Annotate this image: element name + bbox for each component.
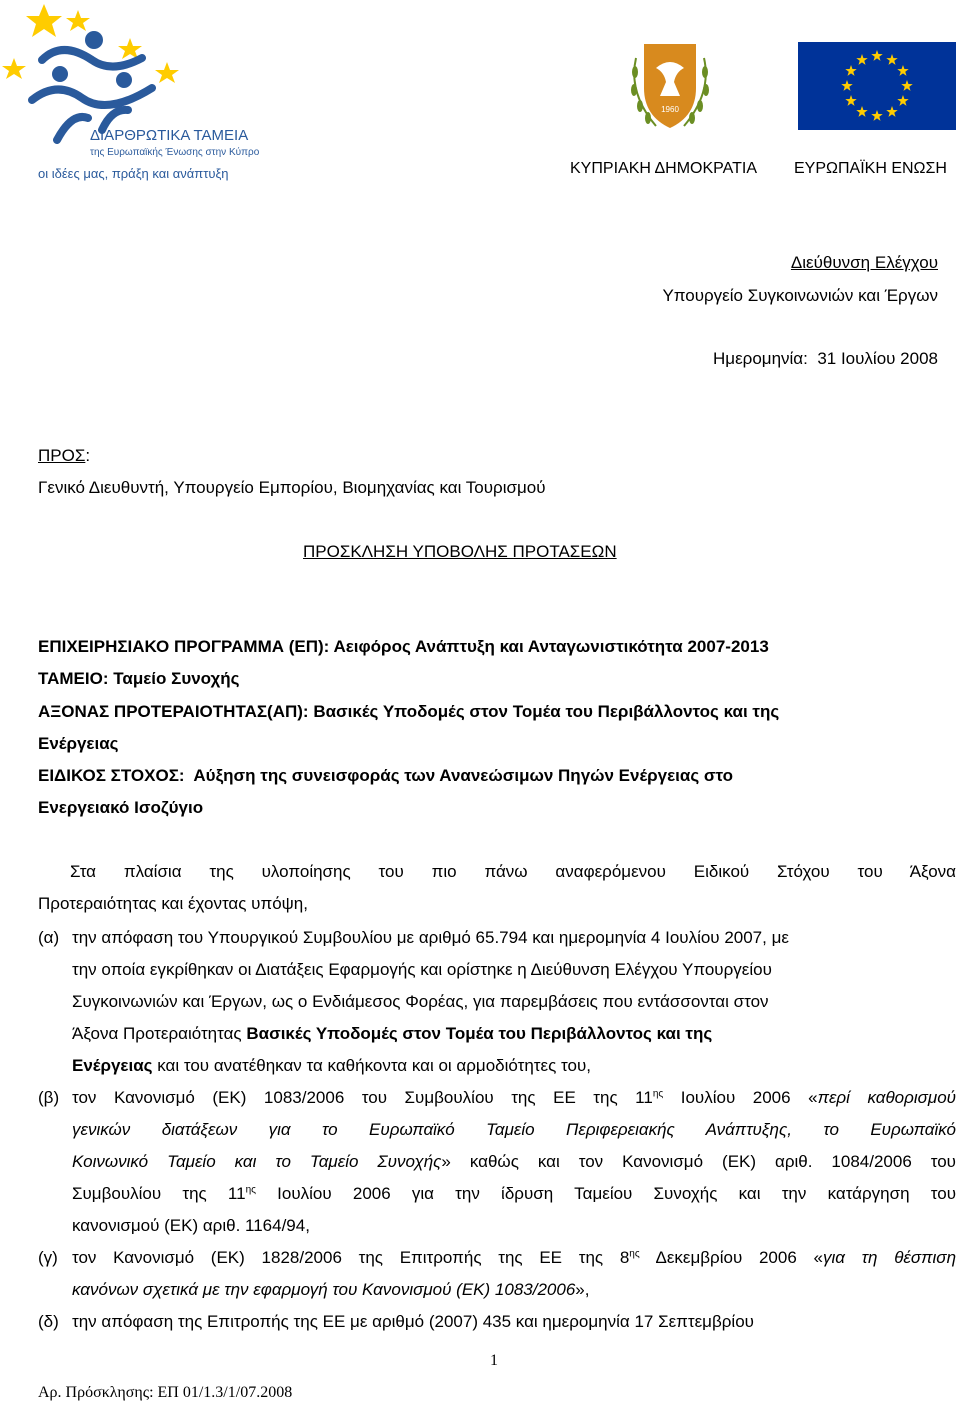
- list-item: [38, 1082, 956, 1242]
- axis-value-1: Βασικές Υποδομές στον Τομέα του Περιβάλλοντος και της: [313, 702, 780, 721]
- coat-year: 1960: [661, 105, 679, 114]
- document-title: ΠΡΟΣΚΛΗΣΗ ΥΠΟΒΟΛΗΣ ΠΡΟΤΑΣΕΩΝ: [303, 542, 617, 561]
- operational-programme: [38, 637, 769, 657]
- funds-logo-subtitle: της Ευρωπαϊκής Ένωσης στην Κύπρο: [90, 147, 260, 158]
- list-item: [38, 1306, 956, 1338]
- item-b-label: (β): [38, 1088, 60, 1107]
- priority-axis: [38, 702, 779, 722]
- funds-logo-title: ΔΙΑΡΘΡΩΤΙΚΑ ΤΑΜΕΙΑ: [90, 127, 249, 144]
- item-c-label: (γ): [38, 1248, 58, 1267]
- cyprus-coat-of-arms-icon: [626, 38, 714, 134]
- sender-ministry: Υπουργείο Συγκοινωνιών και Έργων: [662, 286, 938, 305]
- axis-value-2: Ενέργειας: [38, 734, 119, 753]
- cyprus-republic-label: ΚΥΠΡΙΑΚΗ ΔΗΜΟΚΡΑΤΙΑ: [570, 160, 758, 177]
- to-colon: :: [85, 446, 91, 465]
- item-b-line-1: τον Κανονισμό (ΕΚ) 1083/2006 του Συμβουλίου της ΕΕ της $11^{\eta\varsigma}$ Ιουλίου 2006 «περί καθορισμού: [72, 1088, 956, 1107]
- item-a-line-1: την απόφαση του Υπουργικού Συμβουλίου με αριθμό 65.794 και ημερομηνία 4 Ιουλίου 2007, με: [72, 928, 789, 947]
- op-label: ΕΠΙΧΕΙΡΗΣΙΑΚΟ ΠΡΟΓΡΑΜΜΑ (ΕΠ):: [38, 637, 330, 656]
- item-c-line-2: κανόνων σχετικά με την εφαρμογή του Κανονισμού (ΕΚ) 1083/2006»,: [72, 1280, 590, 1299]
- specific-objective: [38, 766, 733, 786]
- item-a-line-5: Ενέργειας και του ανατέθηκαν τα καθήκοντα και οι αρμοδιότητες του,: [72, 1056, 591, 1075]
- item-c-line-1: τον Κανονισμό (ΕΚ) 1828/2006 της Επιτροπής της ΕΕ της $8^{\eta\varsigma}$ Δεκεμβρίου 2006 «για τη θέσπιση: [72, 1248, 957, 1267]
- op-value: Αειφόρος Ανάπτυξη και Ανταγωνιστικότητα 2007-2013: [333, 637, 769, 656]
- item-d-line-1: την απόφαση της Επιτροπής της ΕΕ με αριθμό (2007) 435 και ημερομηνία 17 Σεπτεμβρίου: [72, 1312, 754, 1331]
- date-label: Ημερομηνία:: [713, 349, 808, 368]
- list-item: [38, 922, 956, 1082]
- objective-label: ΕΙΔΙΚΟΣ ΣΤΟΧΟΣ:: [38, 766, 185, 785]
- intro-line-1: Στα πλαίσια της υλοποίησης του πιο πάνω αναφερόμενου Ειδικού Στόχου του Άξονα: [70, 862, 956, 881]
- item-d-label: (δ): [38, 1312, 59, 1331]
- document-date: [713, 349, 938, 369]
- axis-label: ΑΞΟΝΑΣ ΠΡΟΤΕΡΑΙΟΤΗΤΑΣ(ΑΠ):: [38, 702, 309, 721]
- date-value: 31 Ιουλίου 2008: [817, 349, 938, 368]
- european-union-label: ΕΥΡΩΠΑΪΚΗ ΕΝΩΣΗ: [794, 160, 947, 177]
- fund: [38, 669, 239, 689]
- sender-department: Διεύθυνση Ελέγχου: [790, 253, 938, 272]
- eu-flag-icon: [798, 42, 956, 130]
- item-a-line-4: Άξονα Προτεραιότητας Βασικές Υποδομές στον Τομέα του Περιβάλλοντος και της: [72, 1024, 713, 1043]
- fund-label: ΤΑΜΕΙΟ:: [38, 669, 109, 688]
- item-b-line-4: Συμβουλίου της $11^{\eta\varsigma}$ Ιουλίου 2006 για την ίδρυση Ταμείου Συνοχής και την κατάργηση του: [72, 1184, 956, 1203]
- call-reference-number: Αρ. Πρόσκλησης: ΕΠ 01/1.3/1/07.2008: [38, 1384, 293, 1401]
- to-label: ΠΡΟΣ: [38, 446, 86, 465]
- item-b-line-2: γενικών διατάξεων για το Ευρωπαϊκό Ταμείο Περιφερειακής Ανάπτυξης, το Ευρωπαϊκό: [72, 1120, 956, 1139]
- objective-value-2: Ενεργειακό Ισοζύγιο: [38, 798, 204, 817]
- recipient: Γενικό Διευθυντή, Υπουργείο Εμπορίου, Βιομηχανίας και Τουρισμού: [38, 478, 546, 497]
- intro-line-2: Προτεραιότητας και έχοντας υπόψη,: [38, 894, 308, 913]
- structural-funds-logo: [2, 0, 260, 185]
- item-b-line-3: Κοινωνικό Ταμείο και το Ταμείο Συνοχής» καθώς και τον Κανονισμό (ΕΚ) αριθ. 1084/2006 του: [72, 1152, 956, 1171]
- item-a-line-3: Συγκοινωνιών και Έργων, ως ο Ενδιάμεσος Φορέας, για παρεμβάσεις που εντάσσονται στον: [72, 992, 769, 1011]
- objective-value-1: Αύξηση της συνεισφοράς των Ανανεώσιμων Πηγών Ενέργειας στο: [193, 766, 734, 785]
- page-number: 1: [490, 1352, 498, 1369]
- funds-logo-motto: οι ιδέες μας, πράξη και ανάπτυξη: [38, 166, 229, 181]
- list-item: [38, 1242, 956, 1306]
- item-a-label: (α): [38, 928, 60, 947]
- item-b-line-5: κανονισμού (ΕΚ) αριθ. 1164/94,: [72, 1216, 310, 1235]
- item-a-line-2: την οποία εγκρίθηκαν οι Διατάξεις Εφαρμογής και ορίστηκε η Διεύθυνση Ελέγχου Υπουργείου: [72, 960, 772, 979]
- fund-value: Ταμείο Συνοχής: [113, 669, 240, 688]
- to-line: [38, 446, 90, 466]
